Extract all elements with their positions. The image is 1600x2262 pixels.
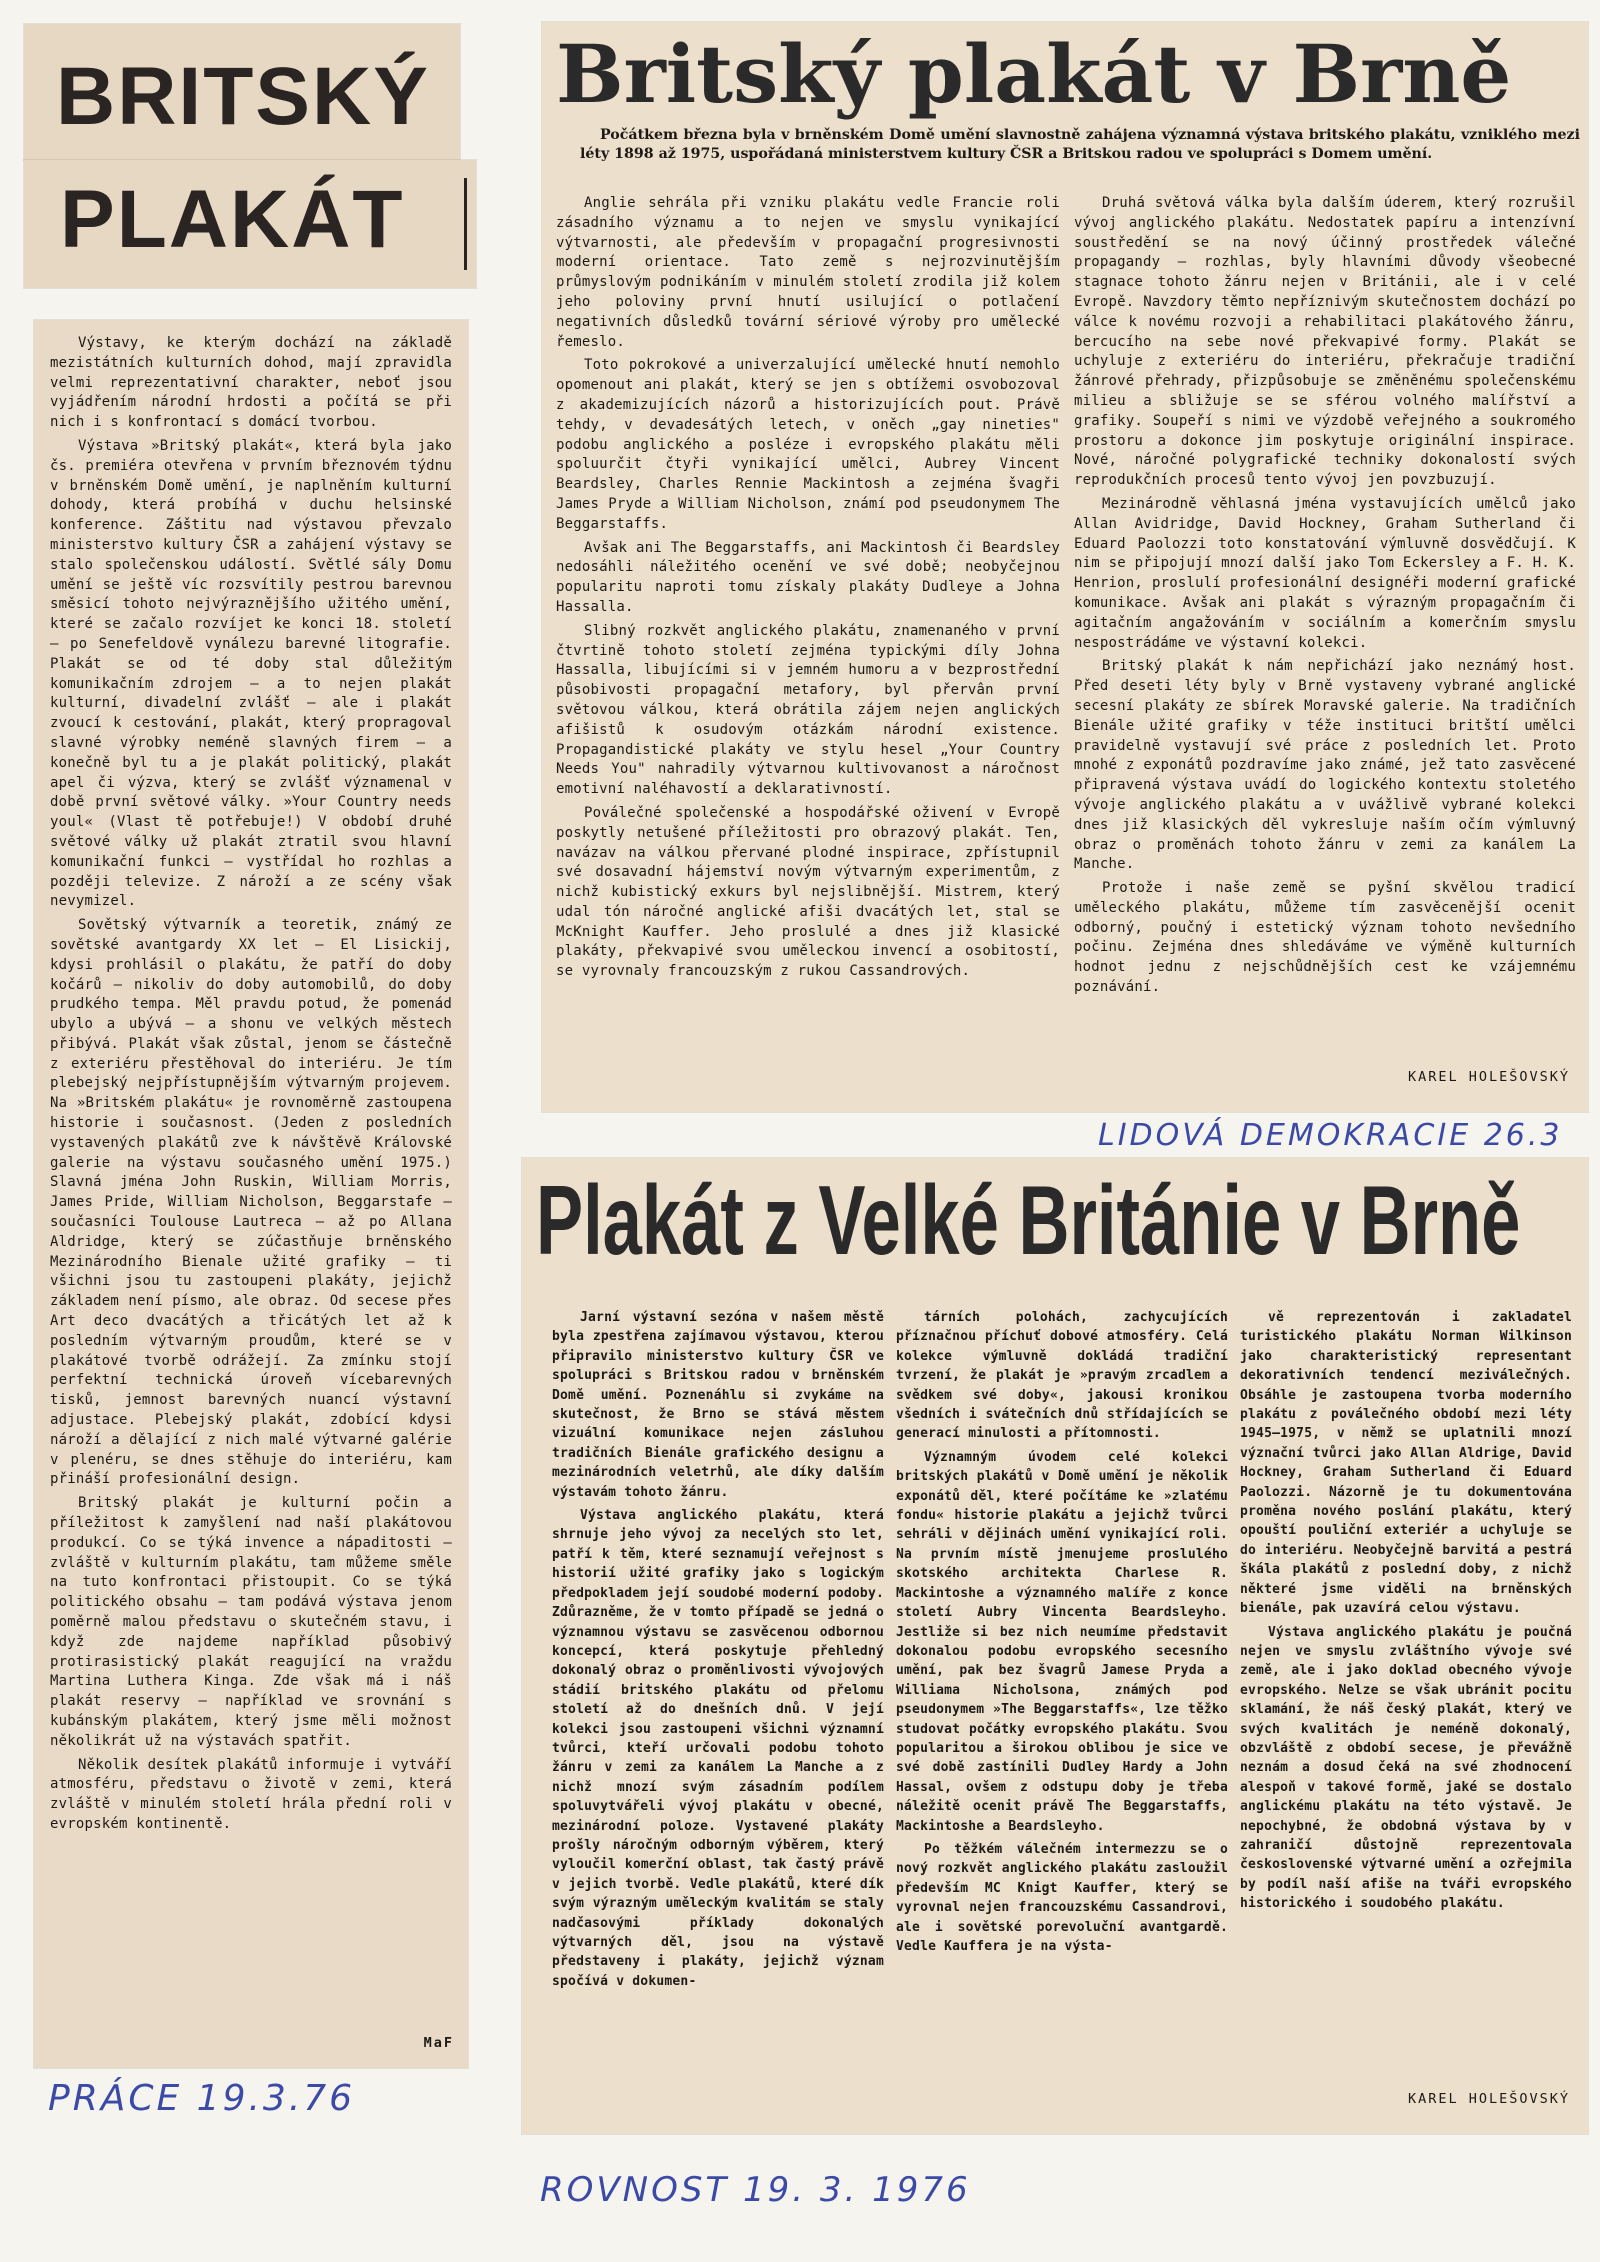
clip3-column-2: [896, 1308, 1228, 2120]
clip3-paragraph: Výstava anglického plakátu je poučná nejen ve smyslu zvláštního vývoje své země, ale i jako doklad obecného vývoje evropského. Nelze se však ubránit pocitu sklamání, že náš český plakát, který ve svých kvalitách je neméně dokonalý, obzvláště z období secese, je převážně neznám a dosud čeká na své zhodnocení alespoň v takové formě, jaké se dostalo anglickému plakátu na této výstavě. Je nepochybné, že obdobná výstava by v zahraničí důstojně reprezentovala československé výtvarné umění a ozřejmila by podíl naší afiše na tváři evropského historického i soudobého plakátu.: [1240, 1624, 1572, 1912]
clip2-paragraph: Poválečné společenské a hospodářské oživení v Evropě poskytly netušené příležitosti pro obrazový plakát. Ten, navázav na válkou přervané plodné inspirace, zpřístupnil své dosavadní hájemství novým výtvarným experimentům, z nichž kubistický exkurs byl nejslibnější. Mistrem, který udal tón náročné anglické afiši dvacátých let, stal se McKnight Kauffer. Jeho proslulé a dnes již klasické plakáty, překvapivé svou uměleckou invencí a osobitostí, se vyrovnaly francouzským z rukou Cassandrových.: [556, 804, 1060, 980]
clip1-paragraph: Sovětský výtvarník a teoretik, známý ze sovětské avantgardy XX let — El Lisickij, kdysi prohlásil o plakátu, že patří do doby kočárů — nikoliv do doby automobilů, do doby prudkého tempa. Měl pravdu potud, že pomenád ubylo a ubývá — a shonu ve velkých městech přibývá. Plakát však zůstal, jenom se částečně z exteriéru přestěhoval do interiéru. Je tím plebejský nejpřístupnějším výtvarným projevem. Na »Britském plakátu« je rovnoměrně zastoupena historie i současnost. (Jeden z posledních vystavených plakátů zve k návštěvě Královské galerie na výstavu současného umění 1975.) Slavná jména John Ruskin, William Morris, James Pride, William Nicholson, Beggarstafe — současníci Toulouse Lautreca — až po Allana Aldridge, který se zúčastňuje brněnského Mezinárodního Bienale užité grafiky — ti všichni jsou tu zastoupeni plakáty, jejichž základem není písmo, ale obraz. Od secese přes Art deco dvacátých a třicátých let až k posledním výtvarným proudům, které se v plakátové tvorbě odrážejí. Za zmínku stojí perfektní technická úroveň vícebarevných tisků, jemnost barevných nuancí výstavní adjustace. Plebejský plakát, zdobící kdysi nároží a dělající z nich malé výtvarné galérie v plenéru, se dnes stěhuje do interiéru, kam přináší profesionální design.: [50, 917, 452, 1488]
clip1-handwritten-source: PRÁCE 19.3.76: [48, 2078, 356, 2119]
clip3-headline: Plakát z Velké Británie v Brně: [536, 1165, 1521, 1275]
clip3-paragraph: vě reprezentován i zakladatel turistického plakátu Norman Wilkinson jako charakteristický representant dekorativních tendencí meziválečných. Obsáhle je zastoupena tvorba moderního plakátu z poválečného období mezi léty 1945—1975, v němž se uplatnili mnozí význační tvůrci jako Allan Aldrige, David Hockney, Graham Sutherland či Eduard Paolozzi. Názorně je tu dokumentována proměna nového poslání plakátu, který opouští pouliční exteriér a uchyluje se do interiéru. Neobyčejně barvitá a pestrá škála plakátů z poslední doby, z nichž některé jsme viděli na brněnských bienále, pak uzavírá celou výstavu.: [1240, 1310, 1572, 1617]
clip1-paragraph: Výstavy, ke kterým dochází na základě mezistátních kulturních dohod, mají zpravidla velmi reprezentativní charakter, neboť jsou vyjádřením národní hrdosti a počítá se při nich i s konfrontací s domácí tvorbou.: [50, 335, 452, 431]
clip2-column-1: [556, 194, 1060, 1104]
clipping-rovnost: [522, 1158, 1588, 2134]
clip2-column-2: [1074, 194, 1576, 1066]
clip2-paragraph: Druhá světová válka byla dalším úderem, který rozrušil vývoj anglického plakátu. Nedostatek papíru a intenzívní soustředění se na nový účinný prostředek válečné propagandy — rozhlas, byly hlavními důvody všeobecné stagnace tohoto žánru nejen v Británii, ale i v celé Evropě. Navzdory těmto nepříznivým skutečnostem dochází po válce k novému rozvoji a rehabilitaci plakátového žánru, bercucího na sebe nové překvapivé formy. Plakát se uchyluje z exteriéru do interiéru, překračuje tradiční žánrové přehrady, přizpůsobuje se změněnému společenskému milieu a sbližuje se se sférou volného malířství a grafiky. Soupeří s nimi ve výzdobě veřejného a soukromého prostoru a dokonce jim poskytuje originální inspirace. Nové, náročné polygrafické techniky dokonalostí svých reprodukčních procesů tento vývoj jen povzbuzují.: [1074, 195, 1576, 489]
clip3-paragraph: Po těžkém válečném intermezzu se o nový rozkvět anglického plakátu zasloužil především MC Knigt Kauffer, který se vyrovnal nejen francouzskému Cassandrovi, ale i sovětské porevoluční avantgardě. Vedle Kauffera je na výsta-: [896, 1841, 1228, 1954]
clipping-lidova-demokracie: [542, 22, 1588, 1112]
clip2-paragraph: Toto pokrokové a univerzalující umělecké hnutí nemohlo opomenout ani plakát, který se jen s obtížemi osvobozoval z akademizujících názorů a historizujících pout. Právě tehdy, v devadesátých letech, v oněch „gay nineties" podobu anglického a posléze i evropského plakátu měli spoluurčit čtyři vynikající umělci, Aubrey Vincent Beardsley, Charles Rennie Mackintosh a zejména švagři James Pryde a William Nicholson, známí pod pseudonymem The Beggarstaffs.: [556, 357, 1060, 532]
clip3-paragraph: Výstava anglického plakátu, která shrnuje jeho vývoj za necelých sto let, patří k těm, které seznamují veřejnost s historií užité grafiky jako s logickým předpokladem její soudobé moderní podoby. Zdůrazněme, že v tomto případě se jedná o významnou výstavu se zasvěcenou odbornou koncepcí, která poskytuje přehledný dokonalý obraz o proměnlivosti vývojových stádií britského plakátu od přelomu století až do dnešních dnů. V její kolekci jsou zastoupeni všichni významní tvůrci, kteří určovali podobu tohoto žánru v zemi za kanálem La Manche a z nichž mnozí svým zásadním podílem spoluvytvářeli vývoj plakátu v obecné, mezinárodní poloze. Vystavené plakáty prošly náročným odborným výběrem, který vyloučil komerční oblast, tak častý právě v jejich tvorbě. Vedle plakátů, které dík svým výrazným uměleckým kvalitám se staly nadčasovými příklady dokonalých výtvarných děl, jsou na výstavě představeny i plakáty, jejichž význam spočívá v dokumen-: [552, 1508, 884, 1989]
clip3-column-1: [552, 1308, 884, 2120]
column-rule: [464, 178, 467, 270]
clip2-lead: Počátkem března byla v brněnském Domě umění slavnostně zahájena významná výstava britského plakátu, vzniklého mezi léty 1898 až 1975, uspořádaná ministerstvem kultury ČSR a Britskou radou ve spolupráci s Domem umění.: [580, 127, 1580, 162]
clipping-prace-headline-block-2: [24, 160, 476, 288]
clipping-prace: [34, 320, 468, 2068]
clip3-paragraph: Jarní výstavní sezóna v našem městě byla zpestřena zajímavou výstavou, kterou připravilo ministerstvo kultury ČSR ve spolupráci s Britskou radou v brněnském Domě umění. Poznenáhlu si zvykáme na skutečnost, že Brno se stává městem vizuální komunikace nejen zásluhou tradičních Bienále grafického designu a mezinárodních veletrhů, ale díky dalším výstavám tohoto žánru.: [552, 1310, 884, 1500]
clip1-paragraph: Výstava »Britský plakát«, která byla jako čs. premiéra otevřena v prvním březnovém týdnu v brněnském Domě umění, je naplněním kulturní dohody, která probíhá v duchu helsinské konference. Záštitu nad výstavou převzalo ministerstvo kultury ČSR a zahájení výstavy se stalo společenskou událostí. Světlé sály Domu umění se ještě víc rozsvítily pestrou barevnou směsicí tohoto nejvýraznějšího užitého umění, které se začalo rozvíjet ke konci 18. století — po Senefeldově vynálezu barevné litografie. Plakát se od té doby stal důležitým komunikačním zdrojem — a to nejen plakát kulturní, divadelní zvlášť — ale i plakát zvoucí k cestování, plakát, který propragoval slavné výrobky neméně slavných firem — a konečně byl tu a je plakát politický, plakát apel či výzva, který se zvlášť významenal v době první světové války. »Your Country needs youl« (Vlast tě potřebuje!) V období druhé světové války už plakát ztratil svou hlavní komunikační funkci — vystřídal ho rozhlas a později televize. Z nároží a ze scény však nevymizel.: [50, 437, 452, 910]
clip1-paragraph: Několik desítek plakátů informuje i vytváří atmosféru, představu o životě v zemi, která zvláště v minulém století hrála přední roli v evropském kontinentě.: [50, 1756, 452, 1832]
clip2-signature: KAREL HOLEŠOVSKÝ: [1407, 1069, 1570, 1085]
clip2-paragraph: Mezinárodně věhlasná jména vystavujících umělců jako Allan Avidridge, David Hockney, Graham Sutherland či Eduard Paolozzi toto konstatování výmluvně dosvědčují. K nim se připojují mnozí další jako Tom Eckersley a F. H. K. Henrion, proslulí profesionální designéři moderní grafické komunikace. Avšak ani plakát s výrazným propagačním či agitačním angažováním v sociálním a komerčním smyslu nespostrádáme ve výstavní kolekci.: [1074, 495, 1576, 651]
clip1-signature: MaF: [423, 2035, 454, 2052]
clip3-column-3: [1240, 1308, 1572, 2076]
clip1-paragraph: Britský plakát je kulturní počin a příležitost k zamyšlení nad naší plakátovou produkcí. Co se týká invence a nápaditosti — zvláště v kulturním plakátu, tam můžeme směle na tuto konfrontaci přistoupit. Co se týká politického obsahu — tam podává výstava jenom poměrně malou představu o skutečném stavu, i když zde najdeme například působivý protirasistický plakát reagující na vraždu Martina Luthera Kinga. Zde však má i náš plakát reservy — například ve srovnání s kubánským plakátem, který jsme měli možnost několikrát už na výstavách spatřit.: [50, 1495, 452, 1749]
clip1-headline-line1: BRITSKÝ: [56, 51, 430, 142]
clip3-paragraph: Významným úvodem celé kolekci britských plakátů v Domě umění je několik exponátů děl, které počítáme ke »zlatému fondu« historie plakátu a jejichž tvůrci sehráli v dějinách umění vynikající roli. Na prvním místě jmenujeme proslulého skotského architekta Charlese R. Mackintoshe a významného malíře z konce století Aubry Vincenta Beardsleyho. Jestliže si bez nich neumíme představit dokonalou podobu evropského secesního umění, pak bez švagrů Jamese Pryda a Williama Nicholsona, známých pod pseudonymem »The Beggarstaffs«, lze těžko studovat počátky evropského plakátu. Svou popularitou a širokou oblibou je sice ve své době zastínili Dudley Hardy a John Hassal, ovšem z odstupu doby je třeba náležitě ocenit právě The Beggarstaffs, Mackintoshe a Beardsleyho.: [896, 1449, 1228, 1834]
clip3-paragraph: tárních polohách, zachycujících příznačnou příchuť dobové atmosféry. Celá kolekce výmluvně dokládá tradiční tvrzení, že plakát je »pravým zrcadlem a svědkem své doby«, jakousi kronikou všedních i svátečních dnů střídajících se generací minulosti a přítomnosti.: [896, 1310, 1228, 1442]
clip2-paragraph: Protože i naše země se pyšní skvělou tradicí uměleckého plakátu, můžeme tím zasvěcenější ocenit odborný, poučný i estetický význam tohoto nevšedního počinu. Zejména dnes shledáváme ve výměně kulturních hodnot jednu z nejschůdnějších cest ke vzájemnému poznávání.: [1074, 880, 1576, 996]
clip3-handwritten-source: ROVNOST 19. 3. 1976: [540, 2170, 971, 2210]
clip2-paragraph: Anglie sehrála při vzniku plakátu vedle Francie roli zásadního významu a to nejen ve smyslu vynikající výtvarnosti, ale především v propagační progresivnosti moderní orientace. Tato země s nejrozvinutějším průmyslovým podnikáním v minulém století zrodila již kolem jeho poloviny první hnutí usilující o potlačení negativních důsledků tovární sériové výroby pro umělecké řemeslo.: [556, 195, 1060, 350]
clip2-headline: Britský plakát v Brně: [556, 27, 1512, 121]
clipping-prace-headline-block: [24, 24, 460, 160]
clip2-paragraph: Britský plakát k nám nepřichází jako neznámý host. Před deseti léty byly v Brně vystaveny vybrané anglické secesní plakáty ze sbírek Moravské galerie. Na tradičních Bienále užité grafiky v téže instituci britští umělci pravidelně vystavují své práce z posledních let. Proto mnohé z exponátů pozdravíme jako známé, jež tato zasvěcené připravená výstava uvádí do logického kontextu stoletého vývoje anglického plakátu a v uvážlivě vybrané kolekci dnes již klasických děl vykresluje naším očím výmluvný obraz o proměnách tohoto žánru v zemi za kanálem La Manche.: [1074, 658, 1576, 873]
clip2-handwritten-source: LIDOVÁ DEMOKRACIE 26.3: [1098, 1118, 1563, 1153]
clip2-paragraph: Avšak ani The Beggarstaffs, ani Mackintosh či Beardsley nedosáhli náležitého ocenění ve své době; neobyčejnou popularitu naproti tomu získaly plakáty Dudleye a Johna Hassalla.: [556, 539, 1060, 615]
clip1-headline-line2: PLAKÁT: [60, 174, 405, 265]
clip2-paragraph: Slibný rozkvět anglického plakátu, znamenaného v první čtvrtině tohoto století zejména typickými díly Johna Hassalla, libujícími si v jemném humoru a v bezprostřední působivosti propagační metafory, byl přervân první světovou válkou, která obrátila zájem nejen anglických afišistů k osudovým otázkám národní existence. Propagandistické plakáty ve stylu hesel „Your Country Needs You" nahradily výtvarnou kultivovanost a náročnost emotivní naléhavostí a deklarativností.: [556, 622, 1060, 798]
clip3-signature: KAREL HOLEŠOVSKÝ: [1407, 2091, 1570, 2107]
clip1-body: [50, 334, 452, 2034]
